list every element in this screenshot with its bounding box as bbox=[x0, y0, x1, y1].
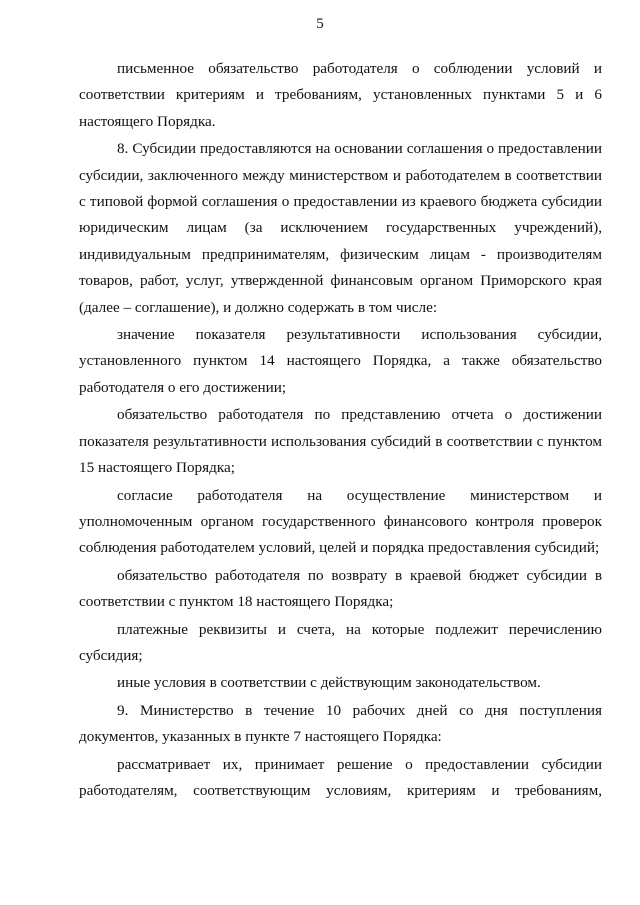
paragraph-obligation-conditions: письменное обязательство работодателя о соблюдении условий и соответствии критериям и требованиям, установленных пунктами 5 и 6 настоящего Порядка. bbox=[79, 60, 602, 130]
paragraph-inspection-consent: согласие работодателя на осуществление министерством и уполномоченным органом государственного финансового контроля проверок соблюдения работодателем условий, целей и порядка предоставления субсидий; bbox=[79, 486, 602, 557]
document-body bbox=[79, 56, 602, 804]
paragraph-report-obligation: обязательство работодателя по представлению отчета о достижении показателя результативности использования субсидий в соответствии с пунктом 15 настоящего Порядка; bbox=[79, 406, 602, 477]
paragraph-item-8: 8. Субсидии предоставляются на основании соглашения о предоставлении субсидии, заключенного между министерством и работодателем в соответствии с типовой формой соглашения о предоставлении из краевого бюджета субсидии юридическим лицам (за исключением государственных учреждений), индивидуальным предпринимателям, физическим лицам - производителям товаров, работ, услуг, утвержденной финансовым органом Приморского края (далее – соглашение), и должно содержать в том числе: bbox=[79, 140, 602, 316]
paragraph-payment-details: платежные реквизиты и счета, на которые подлежит перечислению субсидия; bbox=[79, 620, 602, 664]
paragraph-indicator-value: значение показателя результативности использования субсидии, установленного пунктом 14 настоящего Порядка, а также обязательство работодателя о его достижении; bbox=[79, 326, 602, 396]
paragraph-refund-obligation: обязательство работодателя по возврату в краевой бюджет субсидии в соответствии с пунктом 18 настоящего Порядка; bbox=[79, 566, 602, 611]
paragraph-review-decision: рассматривает их, принимает решение о предоставлении субсидии работодателям, соответствующим условиям, критериям и требованиям, bbox=[79, 755, 602, 799]
paragraph-item-9: 9. Министерство в течение 10 рабочих дней со дня поступления документов, указанных в пункте 7 настоящего Порядка: bbox=[79, 701, 602, 746]
page-number: 5 bbox=[316, 16, 324, 32]
paragraph-other-conditions: иные условия в соответствии с действующим законодательством. bbox=[117, 674, 541, 692]
